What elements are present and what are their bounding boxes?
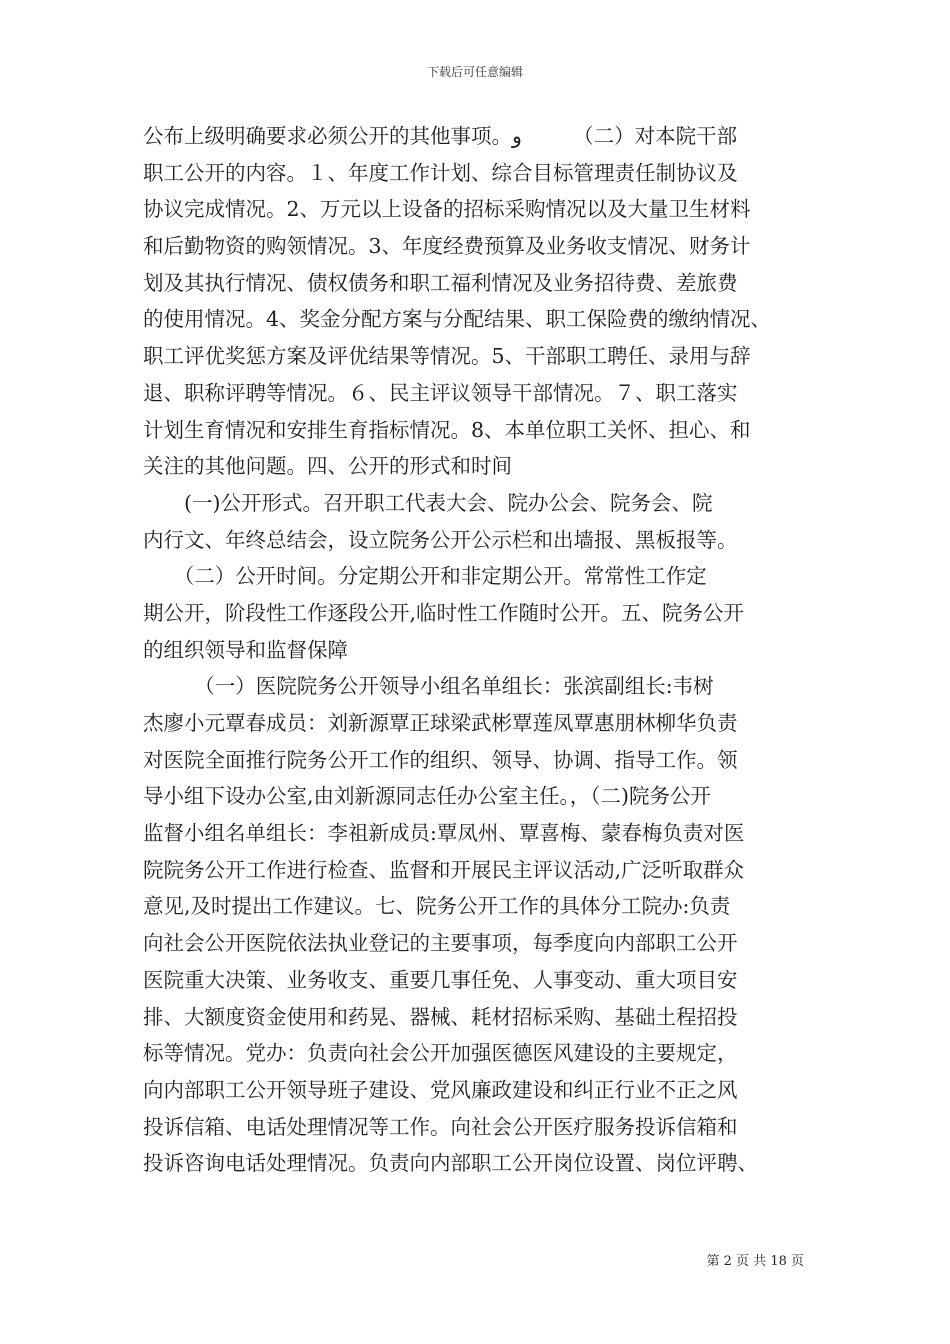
page-header: 下载后可任意编辑 (426, 65, 523, 79)
text-line: 关注的其他问题。四、公开的形式和时间 (143, 454, 512, 479)
text-line: 的组织领导和监督保障 (143, 637, 348, 662)
text-line: 职工公开的内容。１、年度工作计划、综合目标管理责任制协议及 (143, 160, 738, 185)
text-line: （一）医院院务公开领导小组名单组长：张滨副组长:韦树 (143, 674, 714, 699)
text-line: （二）公开时间。分定期公开和非定期公开。常常性工作定 (143, 564, 707, 589)
text-line: 医院重大决策、业务收支、重要几事任免、人事变动、重大项目安 (143, 967, 738, 992)
text-line: (一)公开形式。召开职工代表大会、院办公会、院务会、院 (143, 490, 713, 515)
text-line: 公布上级明确要求必须公开的其他事项。و （二）对本院干部 (143, 124, 738, 148)
text-line: 院院务公开工作进行检查、监督和开展民主评议活动,广泛听取群众 (143, 857, 745, 882)
text-line: 导小组下设办公室,由刘新源同志任办公室主任。，（二)院务公开 (143, 784, 712, 809)
text-line: 协议完成情况。2、万元以上设备的招标采购情况以及大量卫生材料 (143, 197, 751, 222)
text-line: 标等情况。党办：负责向社会公开加强医德医风建设的主要规定， (143, 1041, 738, 1066)
text-line: 期公开，阶段性工作逐段公开,临时性工作随时公开。五、院务公开 (143, 600, 745, 625)
text-line: 向内部职工公开领导班子建设、党风廉政建设和纠正行业不正之风 (143, 1077, 738, 1102)
text-line: 监督小组名单组长：李祖新成员:覃凤州、覃喜梅、蒙春梅负责对医 (143, 821, 745, 846)
text-line: 内行文、年终总结会，设立院务公开公示栏和出墙报、黑板报等。 (143, 527, 738, 552)
text-line: 划及其执行情况、债权债务和职工福利情况及业务招待费、差旅费 (143, 270, 738, 295)
text-line: 投诉信箱、电话处理情况等工作。向社会公开医疗服务投诉信箱和 (143, 1114, 738, 1139)
text-line: 投诉咨询电话处理情况。负责向内部职工公开岗位设置、岗位评聘、 (143, 1151, 758, 1176)
text-line: 和后勤物资的购领情况。3、年度经费预算及业务收支情况、财务计 (143, 234, 751, 259)
text-line: 对医院全面推行院务公开工作的组织、领导、协调、指导工作。领 (143, 747, 738, 772)
text-line: 计划生育情况和安排生育指标情况。8、本单位职工关怀、担心、和 (143, 417, 751, 442)
text-line: 向社会公开医院依法执业登记的主要事项，每季度向内部职工公开 (143, 931, 738, 956)
text-line: 退、职称评聘等情况。６、民主评议领导干部情况。７、职工落实 (143, 380, 738, 405)
text-line: 排、大额度资金使用和药晃、器械、耗材招标采购、基础土程招投 (143, 1004, 738, 1029)
text-line: 意见,及时提出工作建议。七、院务公开工作的具体分工院办:负责 (143, 894, 731, 919)
document-body (143, 118, 810, 1182)
text-line: 杰廖小元覃春成员：刘新源覃正球梁武彬覃莲凤覃惠朋林柳华负责 (143, 711, 738, 735)
text-line: 的使用情况。4、奖金分配方案与分配结果、职工保险费的缴纳情况、 (143, 307, 772, 332)
page-number: 第 2 页 共 18 页 (706, 1254, 804, 1269)
text-line: 职工评优奖惩方案及评优结果等情况。5、干部职工聘任、录用与辞 (143, 344, 751, 369)
